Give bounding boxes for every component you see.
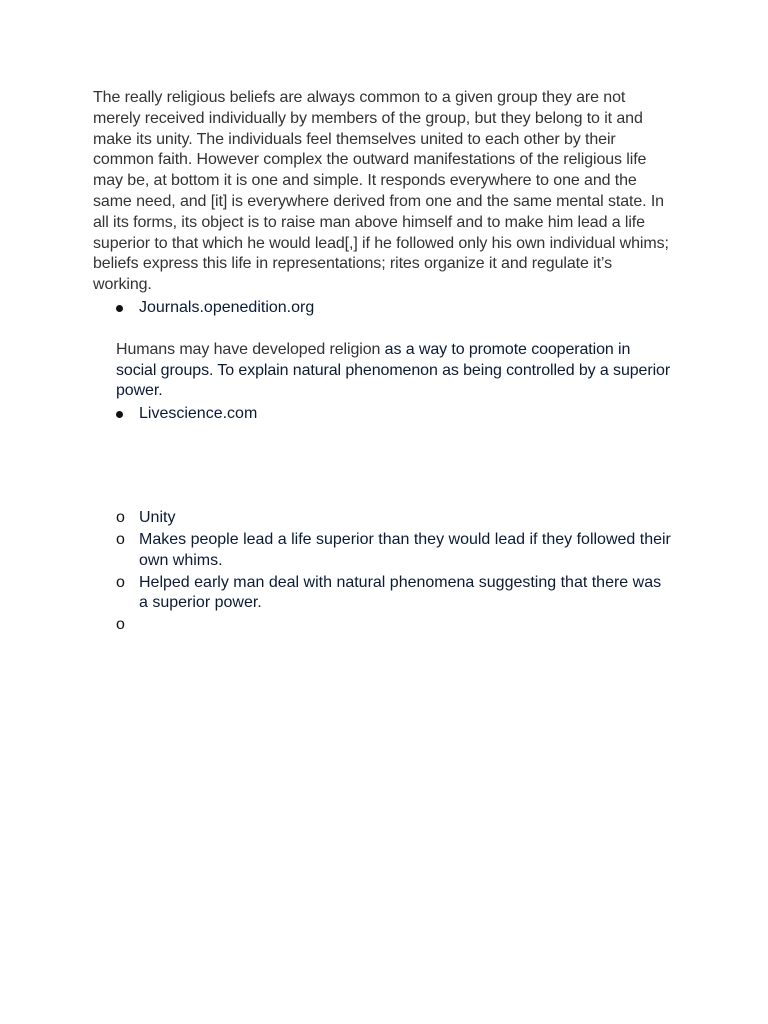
spacer xyxy=(93,425,673,508)
list-item-text: Unity xyxy=(139,508,176,526)
list-item xyxy=(93,615,673,636)
source-bullet-2 xyxy=(93,404,673,425)
document-page xyxy=(93,88,673,637)
cooperation-paragraph xyxy=(116,340,673,402)
list-item xyxy=(93,530,673,572)
list-item-text: Helped early man deal with natural phenomena suggesting that there was a superior power. xyxy=(139,573,662,612)
quote-paragraph: The really religious beliefs are always common to a given group they are not merely received individually by members of the group, but they belong to it and make its unity. The individuals feel themselves united to each other by their common faith. However complex the outward manifestations of the religious life may be, at bottom it is one and simple. It responds everywhere to one and the same need, and [it] is everywhere derived from one and the same mental state. In all its forms, its object is to raise man above himself and to make him lead a life superior to that which he would lead[,] if he followed only his own individual whims; beliefs express this life in representations; rites organize it and regulate it’s working. xyxy=(93,89,669,294)
source-bullet-1 xyxy=(93,298,673,319)
circle-bullet-icon: o xyxy=(116,530,125,548)
list-item xyxy=(93,508,673,529)
circle-bullet-icon: o xyxy=(116,616,125,634)
paragraph-rest-text: as a way to promote cooperation in social groups. To explain natural phenomenon as being controlled by a superior power. xyxy=(116,340,671,400)
source-label: Journals.openedition.org xyxy=(139,298,315,316)
circle-bullet-icon: o xyxy=(116,508,125,526)
bullet-icon xyxy=(116,305,123,312)
summary-list xyxy=(93,508,673,636)
circle-bullet-icon: o xyxy=(116,573,125,591)
list-item xyxy=(93,573,673,615)
paragraph-lead-text: Humans may have developed religion xyxy=(116,340,385,358)
source-label: Livescience.com xyxy=(139,405,258,423)
list-item-text: Makes people lead a life superior than they would lead if they followed their own whims. xyxy=(139,530,671,569)
bullet-icon xyxy=(116,411,123,418)
